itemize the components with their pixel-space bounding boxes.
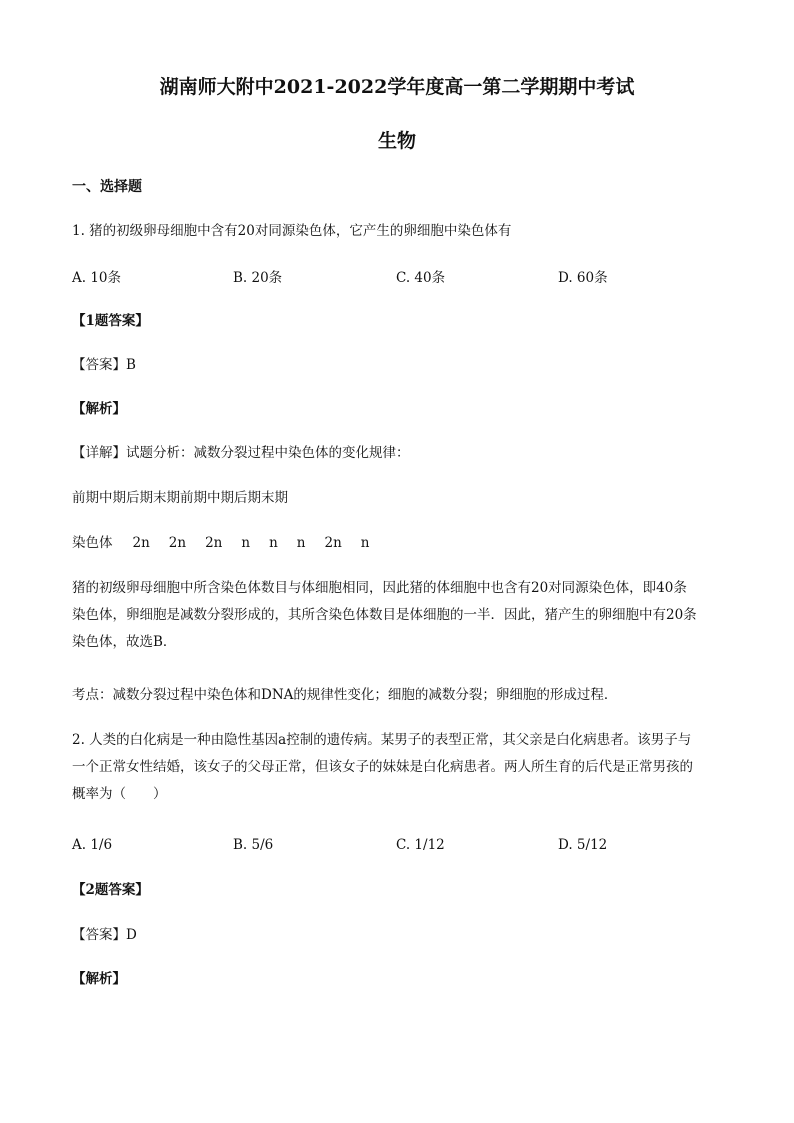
chromosome-value: 2n bbox=[205, 535, 223, 551]
explanation-line: 染色体，卵细胞是减数分裂形成的，其所含染色体数目是体细胞的一半．因此，猪产生的卵细胞中有20条 bbox=[72, 607, 697, 623]
section-heading: 一、选择题 bbox=[72, 179, 142, 195]
q2-option-a: A. 1/6 bbox=[72, 837, 113, 853]
q1-chromosome-row bbox=[72, 533, 724, 553]
q2-answer: 【答案】D bbox=[72, 927, 137, 943]
explanation-line: 染色体，故选B． bbox=[72, 634, 177, 650]
q1-option-c: C. 40条 bbox=[396, 270, 446, 286]
q1-explanation bbox=[72, 575, 724, 656]
exam-title: 湖南师大附中2021-2022学年度高一第二学期期中考试 bbox=[159, 76, 635, 98]
q1-stem: 1. 猪的初级卵母细胞中含有20对同源染色体，它产生的卵细胞中染色体有 bbox=[72, 223, 512, 239]
q1-analysis: 【解析】 bbox=[72, 401, 126, 417]
q2-analysis: 【解析】 bbox=[72, 971, 126, 987]
stem-line: 2. 人类的白化病是一种由隐性基因a控制的遗传病。某男子的表型正常，其父亲是白化病患者。该男子与 bbox=[72, 732, 692, 748]
chromosome-value: n bbox=[296, 535, 306, 551]
q2-stem bbox=[72, 727, 724, 808]
chromosome-value: n bbox=[360, 535, 370, 551]
q1-option-b: B. 20条 bbox=[233, 270, 283, 286]
q2-option-c: C. 1/12 bbox=[396, 837, 445, 853]
q1-phases: 前期中期后期末期前期中期后期末期 bbox=[72, 490, 288, 506]
stem-line: 概率为（ ） bbox=[72, 786, 167, 802]
chromosome-value: n bbox=[269, 535, 278, 551]
q1-option-d: D. 60条 bbox=[558, 270, 608, 286]
chromosome-value: 2n bbox=[132, 535, 150, 551]
q1-test-point: 考点：减数分裂过程中染色体和DNA的规律性变化；细胞的减数分裂；卵细胞的形成过程． bbox=[72, 687, 618, 703]
q1-answer-header: 【1题答案】 bbox=[72, 313, 149, 329]
q2-answer-header: 【2题答案】 bbox=[72, 882, 149, 898]
chromosome-value: 2n bbox=[168, 535, 187, 551]
q1-answer: 【答案】B bbox=[72, 357, 136, 373]
q2-option-d: D. 5/12 bbox=[558, 837, 608, 853]
q1-option-a: A. 10条 bbox=[72, 270, 122, 286]
subject-title: 生物 bbox=[377, 130, 416, 152]
q2-option-b: B. 5/6 bbox=[233, 837, 274, 853]
chromosome-value: n bbox=[241, 535, 251, 551]
chromosome-label: 染色体 bbox=[72, 535, 113, 551]
explanation-line: 猪的初级卵母细胞中所含染色体数目与体细胞相同，因此猪的体细胞中也含有20对同源染色体，即40条 bbox=[72, 580, 687, 596]
chromosome-value: 2n bbox=[324, 535, 342, 551]
stem-line: 一个正常女性结婚，该女子的父母正常，但该女子的妹妹是白化病患者。两人所生育的后代是正常男孩的 bbox=[72, 759, 693, 775]
q1-detail: 【详解】试题分析：减数分裂过程中染色体的变化规律： bbox=[72, 445, 410, 461]
